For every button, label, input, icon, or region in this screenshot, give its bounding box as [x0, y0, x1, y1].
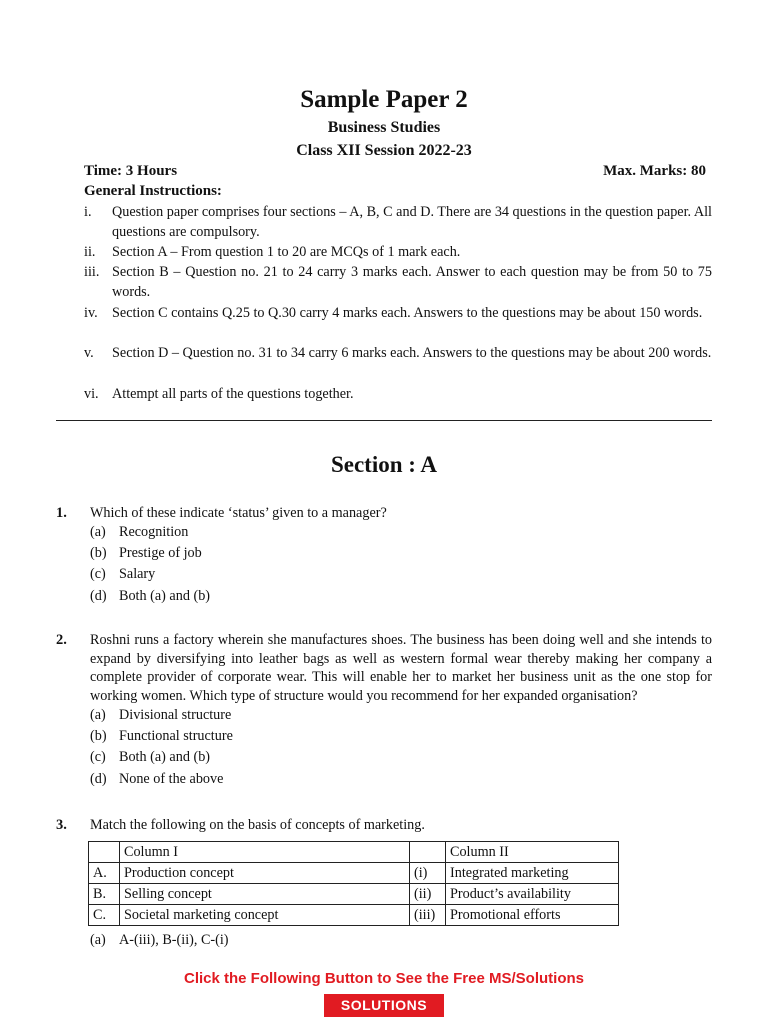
subject-name: Business Studies: [327, 119, 441, 136]
instruction-number: iii.: [84, 264, 100, 280]
option: [90, 728, 233, 745]
max-marks: Max. Marks: 80: [603, 163, 706, 179]
instruction-item: [84, 262, 712, 302]
option-label: (c): [90, 749, 106, 765]
divider: [56, 420, 712, 421]
question-text: Match the following on the basis of concepts of marketing.: [90, 817, 425, 833]
question-text: Which of these indicate ‘status’ given to a manager?: [90, 505, 387, 521]
instruction-text: Section A – From question 1 to 20 are MCQs of 1 mark each.: [112, 244, 461, 260]
table-cell: Product’s availability: [446, 884, 619, 905]
option-text: Functional structure: [119, 728, 233, 744]
solutions-button[interactable]: SOLUTIONS: [324, 994, 444, 1017]
paper-title: Sample Paper 2: [300, 86, 468, 113]
instruction-text: Question paper comprises four sections – A, B, C and D. There are 34 questions in the question paper. All questions are compulsory.: [112, 204, 712, 240]
option: [90, 771, 223, 788]
match-table: [88, 841, 619, 926]
instruction-text: Section C contains Q.25 to Q.30 carry 4 marks each. Answers to the questions may be about 150 words.: [112, 305, 703, 321]
question-text: Roshni runs a factory wherein she manufactures shoes. The business has been doing well and she intends to expand by diversifying into leather bags as well as western formal wear thereby making her company a complete provider of corporate wear. This will enable her to market her business unit as the one stop for working women. Which type of structure would you recommend for her expanded organisation?: [90, 632, 712, 704]
option-label: (d): [90, 588, 107, 604]
table-cell: (i): [410, 863, 446, 884]
solutions-banner-link[interactable]: Click the Following Button to See the Free MS/Solutions: [183, 970, 584, 987]
table-row: [89, 884, 619, 905]
option-label: (a): [90, 932, 106, 948]
option: [90, 749, 210, 766]
option-text: Both (a) and (b): [119, 588, 211, 604]
instruction-item: [84, 384, 712, 404]
instructions-heading: General Instructions:: [84, 183, 222, 199]
option: [90, 545, 202, 562]
instruction-item: [84, 202, 712, 242]
question-number: 2.: [56, 632, 67, 648]
option-text: None of the above: [119, 771, 224, 787]
table-header: Column I: [120, 842, 410, 863]
time-allowed: Time: 3 Hours: [84, 163, 178, 179]
option-text: Divisional structure: [119, 707, 232, 723]
section-title: Section : A: [330, 452, 438, 477]
instruction-item: [84, 343, 712, 363]
option: [90, 566, 155, 583]
option-label: (a): [90, 524, 106, 540]
table-cell: B.: [89, 884, 120, 905]
instruction-text: Attempt all parts of the questions together.: [112, 386, 354, 402]
option-label: (a): [90, 707, 106, 723]
option-text: Both (a) and (b): [119, 749, 211, 765]
table-cell: Societal marketing concept: [120, 905, 410, 926]
table-cell: (iii): [410, 905, 446, 926]
instruction-text: Section B – Question no. 21 to 24 carry 3 marks each. Answer to each question may be from 50 to 75 words.: [112, 264, 712, 300]
table-cell: Promotional efforts: [446, 905, 619, 926]
table-row: [89, 905, 619, 926]
option-text: Recognition: [119, 524, 189, 540]
table-header: [410, 842, 446, 863]
option-label: (b): [90, 728, 107, 744]
table-cell: (ii): [410, 884, 446, 905]
option: [90, 932, 229, 949]
instruction-number: iv.: [84, 305, 98, 321]
option: [90, 707, 231, 724]
table-cell: A.: [89, 863, 120, 884]
class-session: Class XII Session 2022-23: [296, 142, 472, 159]
table-header: Column II: [446, 842, 619, 863]
table-header: [89, 842, 120, 863]
option-text: Prestige of job: [119, 545, 202, 561]
instruction-number: vi.: [84, 386, 99, 402]
instruction-item: [84, 303, 712, 323]
option-text: A-(iii), B-(ii), C-(i): [119, 932, 229, 948]
question-number: 1.: [56, 505, 67, 521]
question-number: 3.: [56, 817, 67, 833]
option-label: (b): [90, 545, 107, 561]
instruction-number: ii.: [84, 244, 96, 260]
option: [90, 524, 188, 541]
option-label: (c): [90, 566, 106, 582]
table-cell: C.: [89, 905, 120, 926]
table-cell: Selling concept: [120, 884, 410, 905]
option: [90, 588, 210, 605]
instruction-number: v.: [84, 345, 94, 361]
instruction-item: [84, 242, 712, 262]
table-row: [89, 863, 619, 884]
table-header-row: [89, 842, 619, 863]
option-label: (d): [90, 771, 107, 787]
table-cell: Production concept: [120, 863, 410, 884]
table-cell: Integrated marketing: [446, 863, 619, 884]
instruction-number: i.: [84, 204, 92, 220]
instruction-text: Section D – Question no. 31 to 34 carry 6 marks each. Answers to the questions may be about 200 words.: [112, 345, 712, 361]
option-text: Salary: [119, 566, 156, 582]
